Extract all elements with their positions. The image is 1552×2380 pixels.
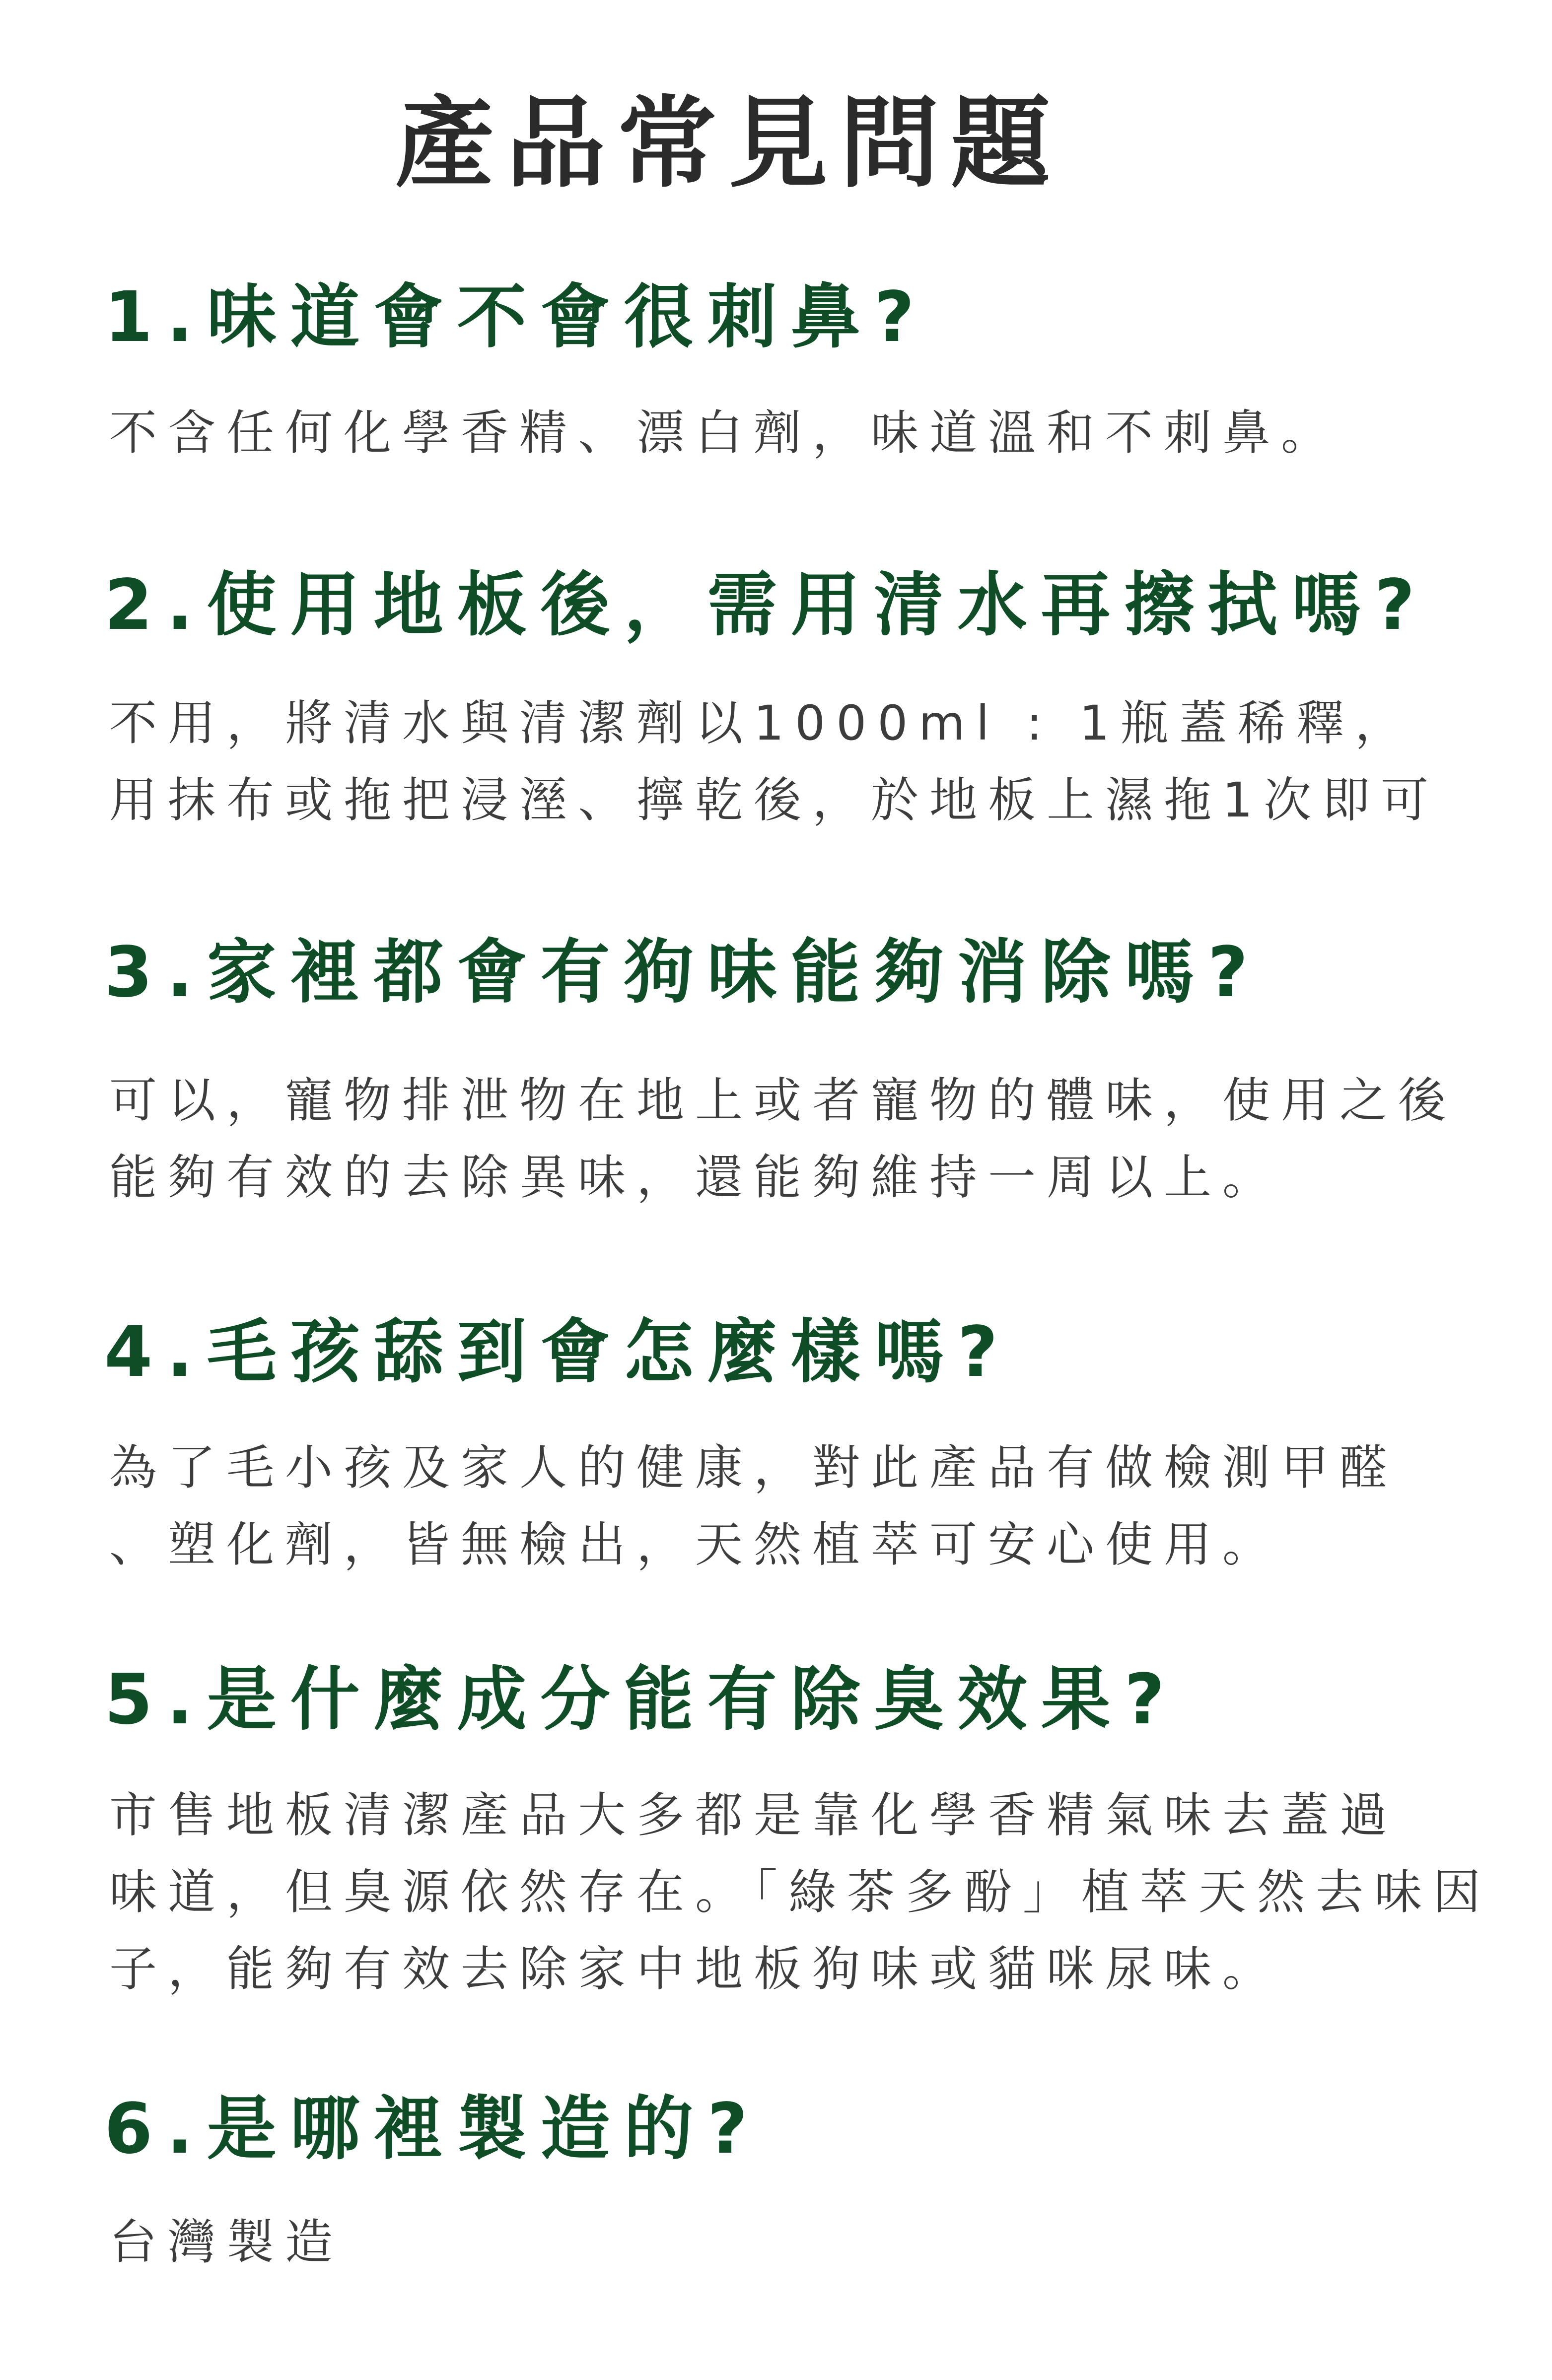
faq-answer-1: [109, 395, 1340, 472]
page-title: 產品常見問題: [395, 86, 1062, 202]
faq-answer-1-line-1: 不含任何化學香精、漂白劑，味道溫和不刺鼻。: [109, 405, 1340, 461]
faq-question-3: 3.家裡都會有狗味能夠消除嗎?: [104, 932, 1262, 1013]
faq-answer-5-line-2: 味道，但臭源依然存在。「綠茶多酚」植萃天然去味因: [109, 1864, 1491, 1920]
faq-question-2: 2.使用地板後，需用清水再擦拭嗎?: [104, 565, 1429, 646]
faq-question-6: 6.是哪裡製造的?: [104, 2089, 762, 2170]
faq-answer-6-line-1: 台灣製造: [109, 2214, 344, 2270]
faq-answer-5-line-1: 市售地板清潔產品大多都是靠化學香精氣味去蓋過: [109, 1787, 1398, 1843]
faq-answer-4: [109, 1429, 1398, 1583]
faq-answer-3: [109, 1062, 1457, 1216]
faq-answer-4-line-1: 為了毛小孩及家人的健康，對此產品有做檢測甲醛: [109, 1440, 1398, 1496]
faq-answer-3-line-2: 能夠有效的去除異味，還能夠維持一周以上。: [109, 1150, 1281, 1205]
faq-answer-2: [109, 685, 1439, 839]
faq-answer-3-line-1: 可以，寵物排泄物在地上或者寵物的體味，使用之後: [109, 1073, 1457, 1128]
faq-answer-5: [109, 1777, 1491, 2008]
faq-answer-4-line-2: 、塑化劑，皆無檢出，天然植萃可安心使用。: [109, 1517, 1281, 1572]
faq-question-1: 1.味道會不會很刺鼻?: [104, 277, 928, 358]
faq-answer-2-line-2: 用抹布或拖把浸溼、擰乾後，於地板上濕拖1次即可: [109, 772, 1440, 828]
faq-answer-5-line-3: 子，能夠有效去除家中地板狗味或貓咪尿味。: [109, 1941, 1281, 1997]
faq-question-5: 5.是什麼成分能有除臭效果?: [104, 1659, 1179, 1740]
faq-answer-6: [109, 2204, 344, 2281]
faq-answer-2-line-1: 不用，將清水與清潔劑以1000ml : 1瓶蓋稀釋，: [109, 695, 1413, 751]
faq-question-4: 4.毛孩舔到會怎麼樣嗎?: [104, 1312, 1012, 1393]
